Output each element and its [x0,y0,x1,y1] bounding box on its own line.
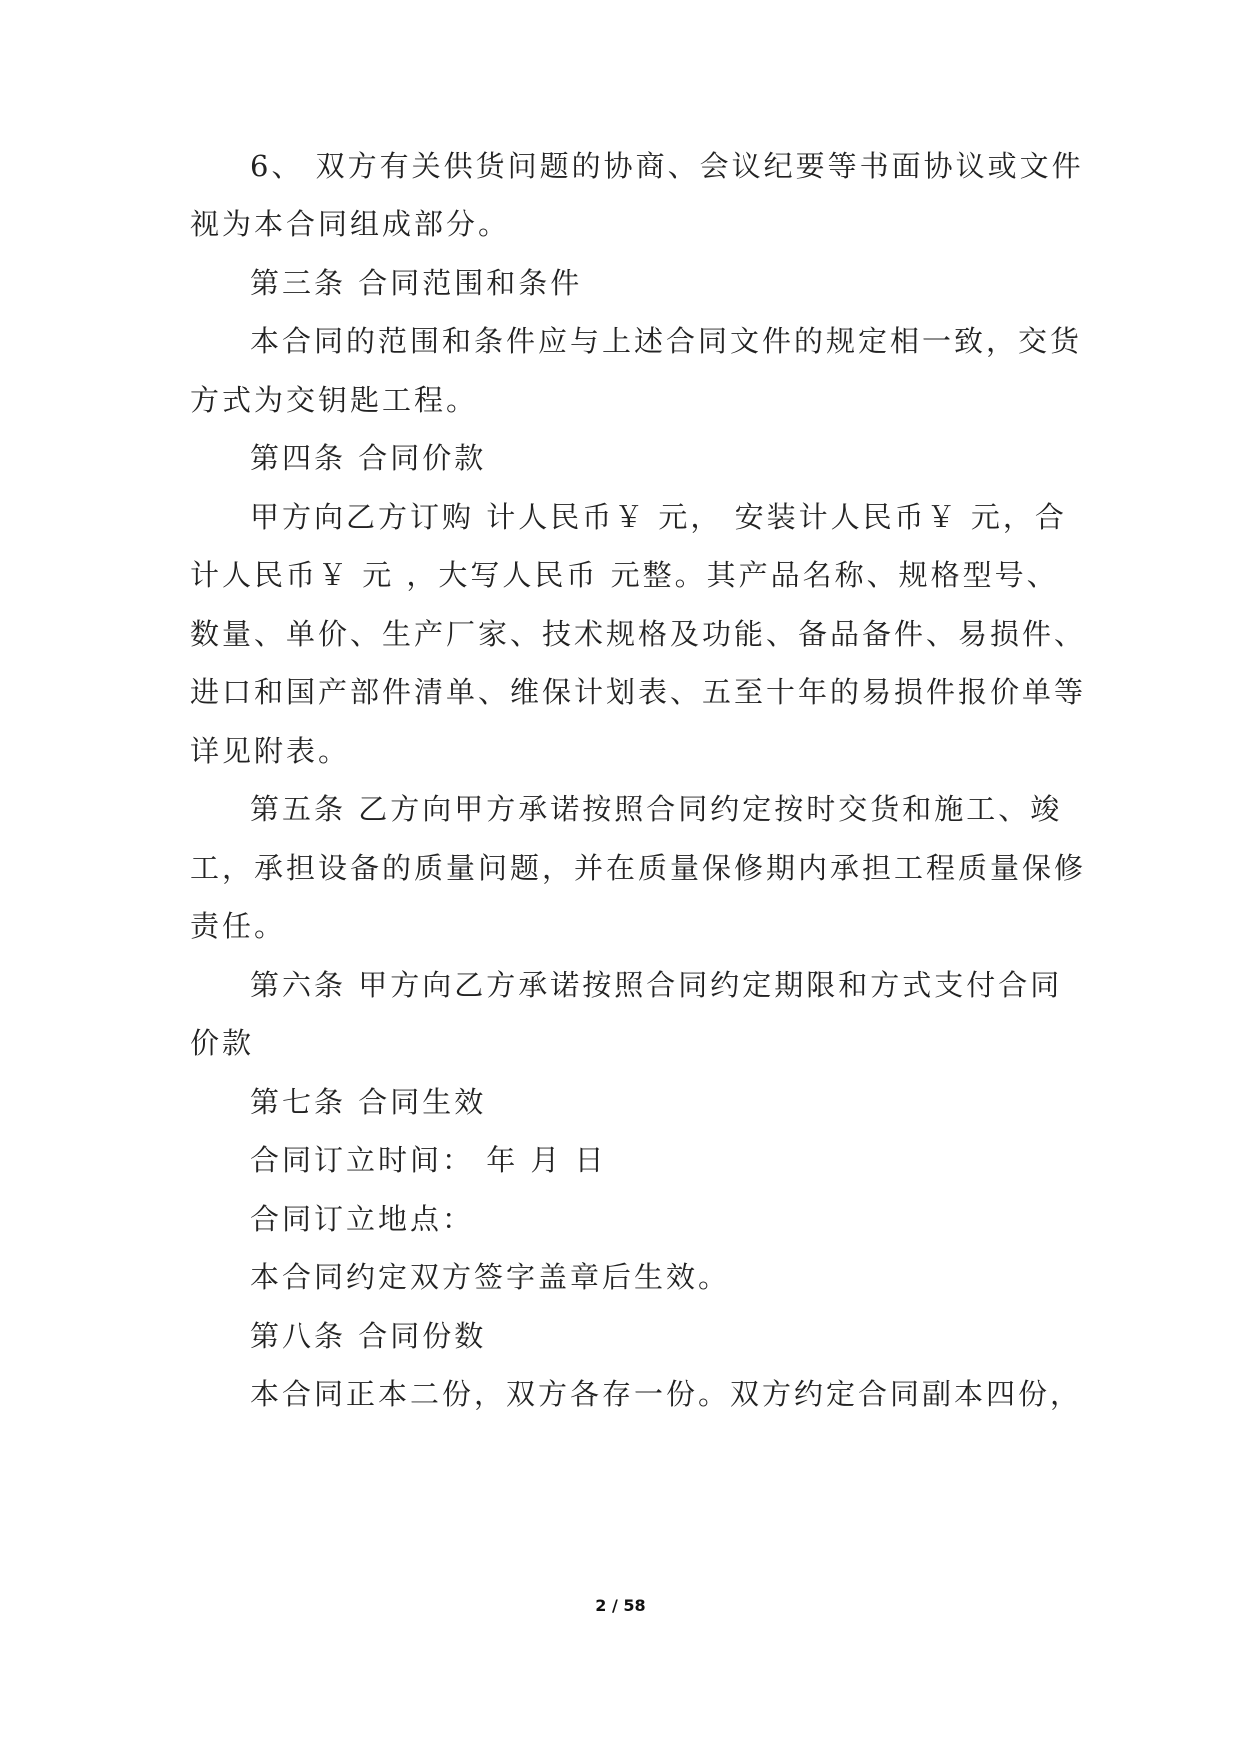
section-heading: 第四条 合同价款 [250,441,487,475]
text-line: 本合同正本二份，双方各存一份。双方约定合同副本四份， [250,1377,1083,1411]
text-line: 计人民币￥ 元 ，大写人民币 元整。其产品名称、规格型号、 [190,558,1059,592]
section-heading: 第八条 合同份数 [250,1319,487,1353]
text-line: 视为本合同组成部分。 [190,207,511,241]
text-line: 方式为交钥匙工程。 [190,383,479,417]
text-line: 本合同的范围和条件应与上述合同文件的规定相一致，交货 [250,324,1083,358]
text-line: 甲方向乙方订购 计人民币￥ 元， 安装计人民币￥ 元，合 [250,500,1067,534]
page-number: 2 / 58 [595,1596,646,1615]
text-line: 详见附表。 [190,734,351,768]
text-line: 6、 双方有关供货问题的协商、会议纪要等书面协议或文件 [250,149,1084,183]
section-heading: 第三条 合同范围和条件 [250,266,583,300]
text-line: 第六条 甲方向乙方承诺按照合同约定期限和方式支付合同 [250,968,1063,1002]
text-line: 数量、单价、生产厂家、技术规格及功能、备品备件、易损件、 [190,617,1087,651]
text-line: 第五条 乙方向甲方承诺按照合同约定按时交货和施工、竣 [250,792,1063,826]
text-line: 本合同约定双方签字盖章后生效。 [250,1260,731,1294]
text-line: 合同订立时间： 年 月 日 [250,1143,607,1177]
section-heading: 第七条 合同生效 [250,1085,487,1119]
text-line: 合同订立地点： [250,1202,475,1236]
text-line: 工，承担设备的质量问题，并在质量保修期内承担工程质量保修 [190,851,1087,885]
text-line: 价款 [190,1026,255,1060]
text-line: 进口和国产部件清单、维保计划表、五至十年的易损件报价单等 [190,675,1087,709]
text-line: 责任。 [190,909,287,943]
